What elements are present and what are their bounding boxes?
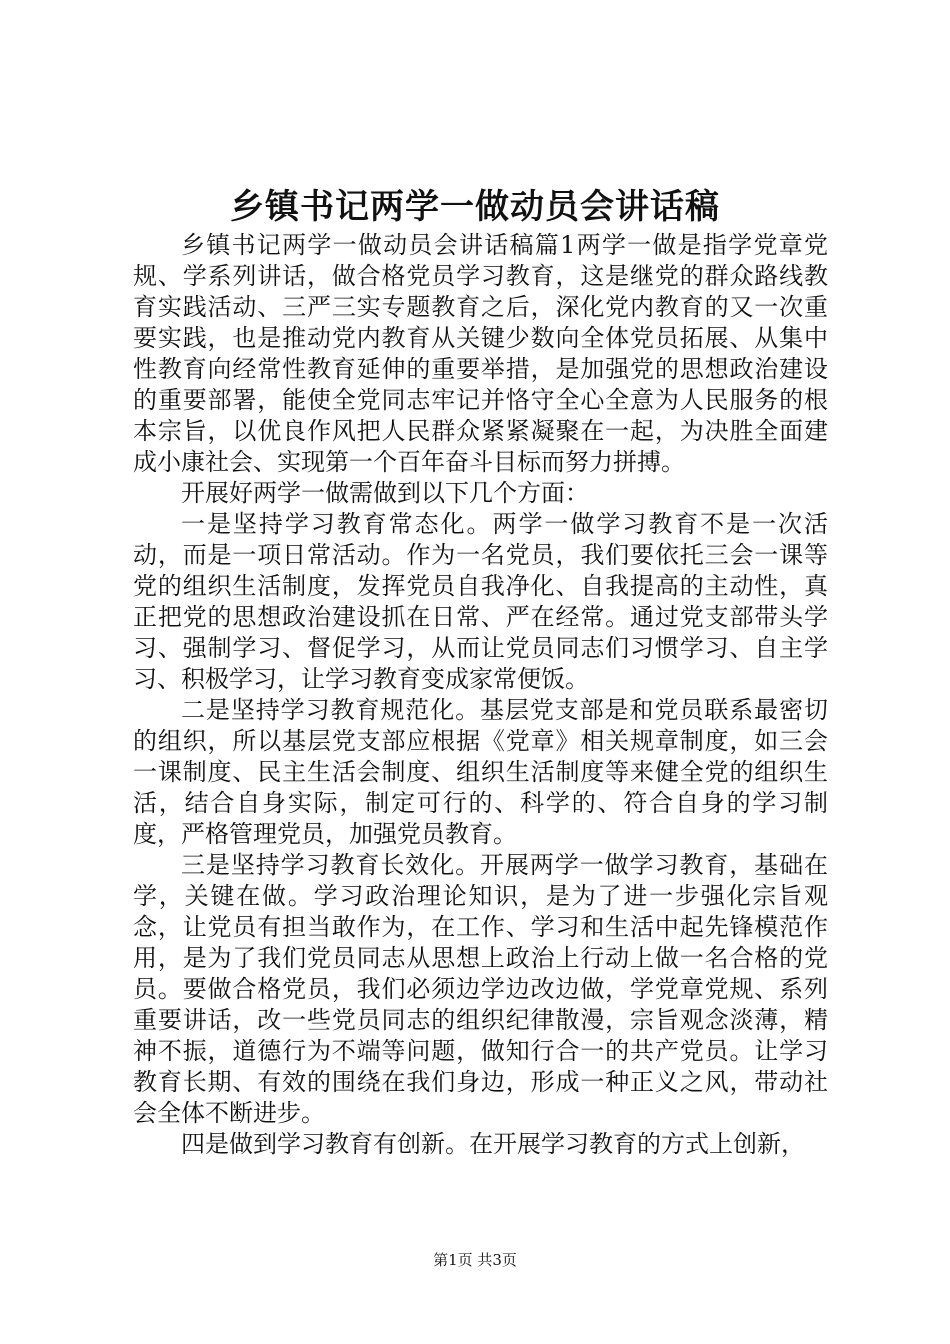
paragraph-point-four: 四是做到学习教育有创新。在开展学习教育的方式上创新， bbox=[181, 1130, 805, 1158]
document-body bbox=[133, 230, 828, 1160]
paragraph-intro: 乡镇书记两学一做动员会讲话稿篇1两学一做是指学党章党规、学系列讲话，做合格党员学习教育，这是继党的群众路线教育实践活动、三严三实专题教育之后，深化党内教育的又一次重要实践，也是推动党内教育从关键少数向全体党员拓展、从集中性教育向经常性教育延伸的重要举措，是加强党的思想政治建设的重要部署，能使全党同志牢记并恪守全心全意为人民服务的根本宗旨，以优良作风把人民群众紧紧凝聚在一起，为决胜全面建成小康社会、实现第一个百年奋斗目标而努力拼搏。 bbox=[133, 231, 828, 476]
paragraph-overview: 开展好两学一做需做到以下几个方面： bbox=[181, 479, 589, 507]
document-title: 乡镇书记两学一做动员会讲话稿 bbox=[230, 187, 720, 227]
paragraph-point-two: 二是坚持学习教育规范化。基层党支部是和党员联系最密切的组织，所以基层党支部应根据《党章》相关规章制度，如三会一课制度、民主生活会制度、组织生活制度等来健全党的组织生活，结合自身实际，制定可行的、科学的、符合自身的学习制度，严格管理党员，加强党员教育。 bbox=[133, 696, 828, 848]
paragraph-point-one: 一是坚持学习教育常态化。两学一做学习教育不是一次活动，而是一项日常活动。作为一名党员，我们要依托三会一课等党的组织生活制度，发挥党员自我净化、自我提高的主动性，真正把党的思想政治建设抓在日常、严在经常。通过党支部带头学习、强制学习、督促学习，从而让党员同志们习惯学习、自主学习、积极学习，让学习教育变成家常便饭。 bbox=[133, 510, 828, 693]
page-number-footer: 第1页 共3页 bbox=[433, 1251, 517, 1269]
paragraph-point-three: 三是坚持学习教育长效化。开展两学一做学习教育，基础在学，关键在做。学习政治理论知识，是为了进一步强化宗旨观念，让党员有担当敢作为，在工作、学习和生活中起先锋模范作用，是为了我们党员同志从思想上政治上行动上做一名合格的党员。要做合格党员，我们必须边学边改边做，学党章党规、系列重要讲话，改一些党员同志的组织纪律散漫，宗旨观念淡薄，精神不振，道德行为不端等问题，做知行合一的共产党员。让学习教育长期、有效的围绕在我们身边，形成一种正义之风，带动社会全体不断进步。 bbox=[133, 851, 828, 1127]
